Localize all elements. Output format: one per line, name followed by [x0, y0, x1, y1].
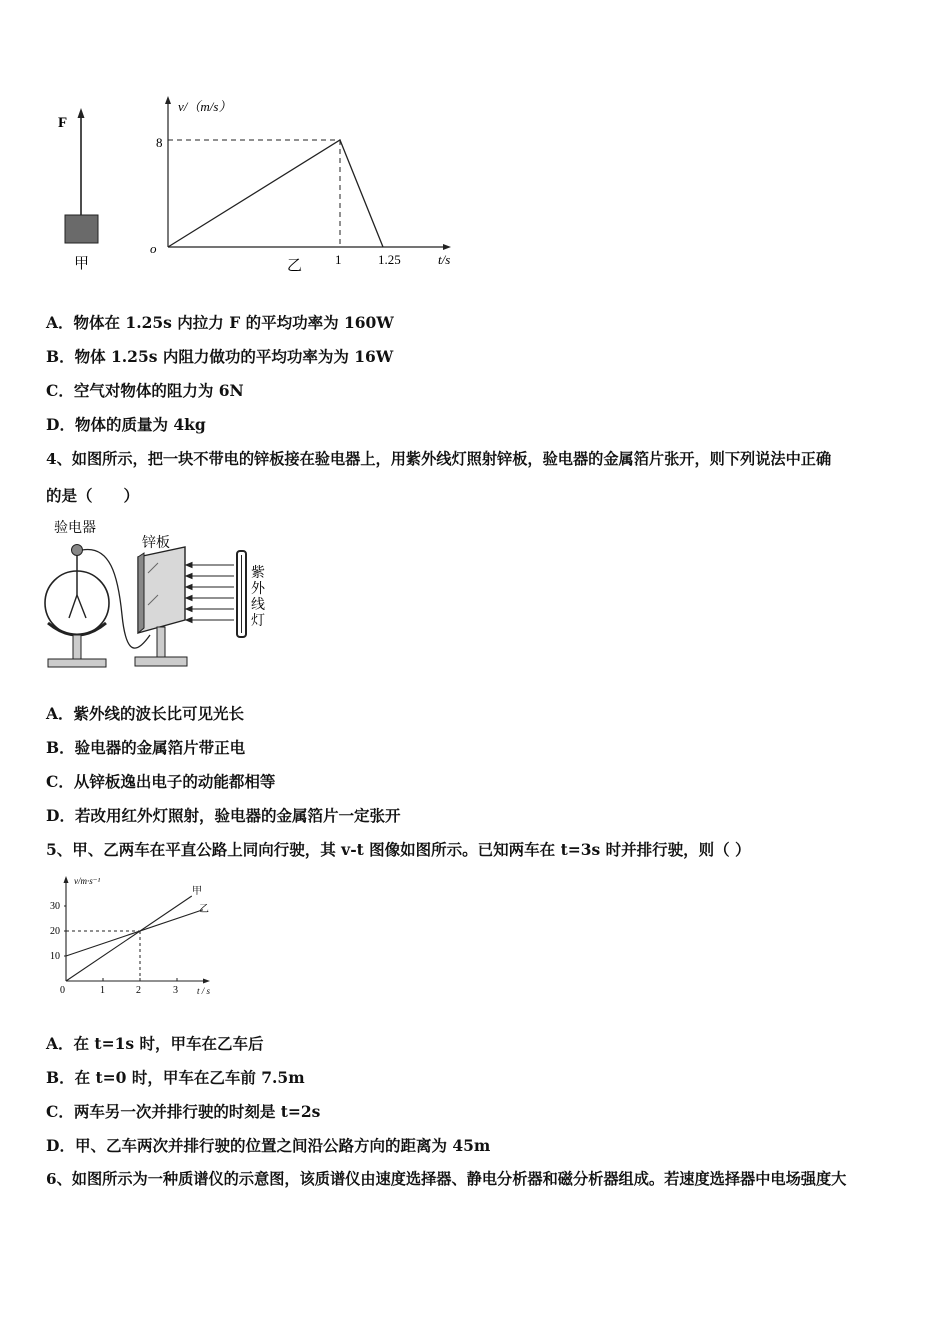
vt2-x-tick-2: 2	[136, 985, 141, 996]
vt2-label-yi: 乙	[199, 904, 209, 915]
vt-y-axis-label: v/（m/s）	[178, 99, 232, 114]
jia-label: 甲	[74, 256, 90, 272]
q4-option-c[interactable]: C．从锌板逸出电子的动能都相等	[46, 772, 276, 791]
uv-label-2: 外	[251, 582, 265, 597]
zinc-post	[157, 627, 165, 657]
vt-x-axis-label: t/s	[438, 252, 451, 267]
q4-stem-line2: 的是（ ）	[46, 486, 140, 505]
vt2-y-tick-20: 20	[50, 926, 60, 937]
vt2-x-arrowhead	[203, 979, 210, 984]
vt-origin: o	[150, 241, 157, 256]
figure-electroscope	[40, 515, 290, 675]
uv-label-3: 线	[251, 598, 265, 613]
q5-option-b[interactable]: B．在 t=0 时，甲车在乙车前 7.5m	[46, 1068, 305, 1087]
electroscope-ball	[72, 545, 83, 556]
force-arrowhead	[78, 108, 85, 118]
electroscope-label: 验电器	[54, 521, 96, 536]
force-label: F	[58, 115, 68, 131]
uv-label-4: 灯	[251, 614, 265, 629]
vt2-line-jia	[66, 896, 192, 981]
vt-caption: 乙	[287, 258, 303, 274]
electroscope-leaf-right	[77, 595, 86, 618]
vt2-plot	[64, 896, 203, 981]
q6-stem: 6、如图所示为一种质谱仪的示意图，该质谱仪由速度选择器、静电分析器和磁分析器组成。若速度选择器中电场强度大	[46, 1170, 847, 1188]
vt-x-tick-1: 1	[335, 252, 342, 267]
q3-option-b[interactable]: B．物体 1.25s 内阻力做功的平均功率为为 16W	[46, 347, 394, 366]
q4-option-b[interactable]: B．验电器的金属箔片带正电	[46, 738, 246, 757]
vt2-y-tick-30: 30	[50, 901, 60, 912]
figure-vt-two-cars	[44, 870, 224, 1000]
q4-option-d[interactable]: D．若改用红外灯照射，验电器的金属箔片一定张开	[46, 806, 401, 825]
q5-option-a[interactable]: A．在 t=1s 时，甲车在乙车后	[46, 1034, 264, 1053]
figure-force-vt	[50, 90, 470, 280]
vt2-line-yi	[66, 910, 203, 956]
vt2-x-tick-0: 0	[60, 985, 65, 996]
zinc-plate-label: 锌板	[142, 536, 170, 551]
block	[65, 215, 98, 243]
q4-option-a[interactable]: A．紫外线的波长比可见光长	[46, 704, 245, 723]
uv-rays	[186, 563, 234, 623]
vt-plot	[168, 140, 383, 247]
q3-option-a[interactable]: A．物体在 1.25s 内拉力 F 的平均功率为 160W	[46, 313, 394, 332]
vt2-x-axis-label: t / s	[197, 986, 211, 996]
q5-stem: 5、甲、乙两车在平直公路上同向行驶，其 v-t 图像如图所示。已知两车在 t=3s 时并排行驶，则（ ）	[46, 840, 751, 859]
zinc-plate	[138, 547, 185, 633]
vt2-y-axis-label: v/m·s⁻¹	[74, 876, 101, 886]
vt2-y-arrowhead	[64, 876, 69, 883]
electroscope-post	[73, 635, 81, 659]
q5-option-d[interactable]: D．甲、乙车两次并排行驶的位置之间沿公路方向的距离为 45m	[46, 1136, 491, 1155]
vt2-x-tick-3: 3	[173, 985, 178, 996]
vt-line	[168, 140, 383, 247]
zinc-plate-edge	[138, 553, 144, 633]
q4-stem-line1: 4、如图所示，把一块不带电的锌板接在验电器上，用紫外线灯照射锌板，验电器的金属箔片张开，则下列说法中正确	[46, 450, 832, 468]
vt-y-tick-8: 8	[156, 135, 163, 150]
electroscope-base	[48, 659, 106, 667]
zinc-base	[135, 657, 187, 666]
q3-option-c[interactable]: C．空气对物体的阻力为 6N	[46, 381, 244, 400]
vt-x-tick-1-25: 1.25	[378, 252, 401, 267]
q5-option-c[interactable]: C．两车另一次并排行驶的时刻是 t=2s	[46, 1102, 321, 1121]
electroscope-stand-arc	[48, 623, 106, 635]
vt2-x-tick-1: 1	[100, 985, 105, 996]
vt-x-arrowhead	[443, 244, 451, 250]
electroscope-leaf-left	[69, 595, 77, 618]
uv-label-1: 紫	[251, 566, 265, 581]
q3-option-d[interactable]: D．物体的质量为 4kg	[46, 415, 206, 434]
vt-y-arrowhead	[165, 96, 171, 104]
vt2-y-tick-10: 10	[50, 951, 60, 962]
vt2-label-jia: 甲	[192, 886, 202, 897]
